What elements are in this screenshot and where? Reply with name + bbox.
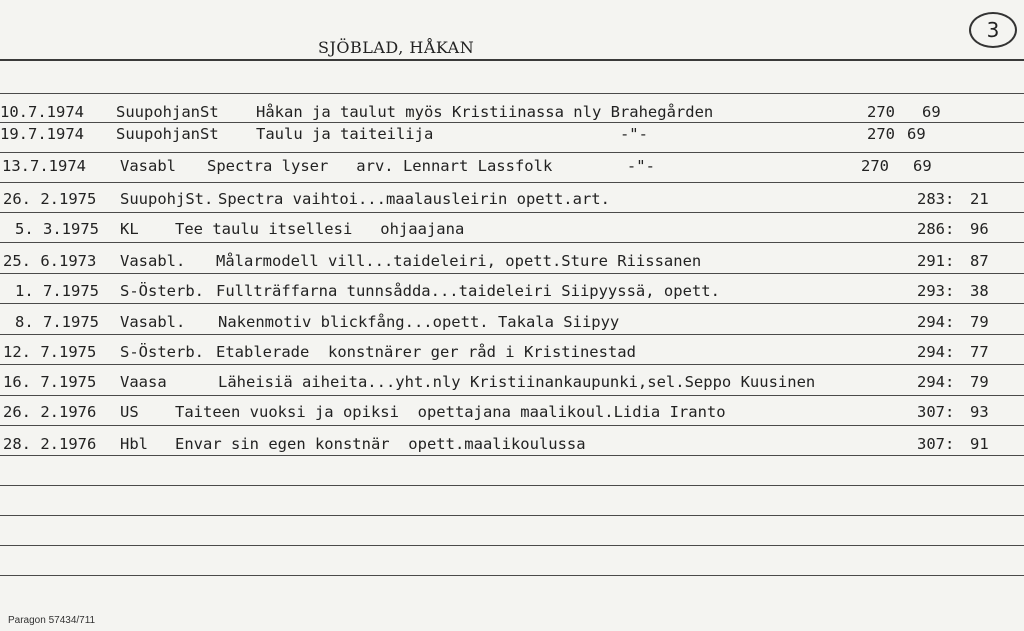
entry-date: 25. 6.1973 — [3, 252, 97, 270]
entry-page: 291: — [917, 252, 955, 270]
entry-date: 28. 2.1976 — [3, 435, 97, 453]
entry-source: Vasabl — [120, 157, 176, 175]
entry-column: 79 — [970, 373, 989, 391]
entry-date: 13.7.1974 — [2, 157, 86, 175]
entry-column: 69 — [922, 103, 941, 121]
entry-date: 8. 7.1975 — [15, 313, 99, 331]
entry-column: 96 — [970, 220, 989, 238]
entry-date: 10.7.1974 — [0, 103, 84, 121]
entry-page: 307: — [917, 435, 955, 453]
entry-column: 69 — [907, 125, 926, 143]
entry-row — [0, 252, 1024, 274]
entry-source: S-Österb. — [120, 343, 204, 361]
entry-date: 1. 7.1975 — [15, 282, 99, 300]
entry-column: 38 — [970, 282, 989, 300]
entry-page: 286: — [917, 220, 955, 238]
page-number-circle: 3 — [969, 12, 1017, 48]
entry-date: 19.7.1974 — [0, 125, 84, 143]
entry-source: SuupohjanSt — [116, 103, 219, 121]
entry-text: Målarmodell vill...taideleiri, opett.Sture Riissanen — [216, 252, 702, 270]
ruled-line — [0, 515, 1024, 516]
entry-date: 16. 7.1975 — [3, 373, 97, 391]
entry-source: Vaasa — [120, 373, 167, 391]
entry-source: S-Österb. — [120, 282, 204, 300]
entry-source: Vasabl. — [120, 313, 186, 331]
entry-page: 283: — [917, 190, 955, 208]
entry-row — [0, 125, 1024, 147]
ruled-line — [0, 485, 1024, 486]
entry-row — [0, 103, 1024, 125]
title-rule — [0, 59, 1024, 61]
ruled-line — [0, 395, 1024, 396]
entry-source: US — [120, 403, 139, 421]
entry-date: 5. 3.1975 — [15, 220, 99, 238]
ruled-line — [0, 93, 1024, 94]
entry-column: 93 — [970, 403, 989, 421]
entry-text: Envar sin egen konstnär opett.maalikoulussa — [175, 435, 586, 453]
entry-text: Tee taulu itsellesi ohjaajana — [175, 220, 465, 238]
entry-source: Vasabl. — [120, 252, 186, 270]
entry-source: Hbl — [120, 435, 148, 453]
entry-text: Taiteen vuoksi ja opiksi opettajana maalikoul.Lidia Iranto — [175, 403, 726, 421]
ruled-line — [0, 425, 1024, 426]
entry-row — [0, 373, 1024, 395]
entry-source: KL — [120, 220, 139, 238]
entry-text: Spectra lyser arv. Lennart Lassfolk -"- — [207, 157, 655, 175]
entry-row — [0, 190, 1024, 212]
entry-text: Etablerade konstnärer ger råd i Kristinestad — [216, 343, 636, 361]
entry-text: Fullträffarna tunnsådda...taideleiri Siipyyssä, opett. — [216, 282, 720, 300]
entry-text: Spectra vaihtoi...maalausleirin opett.art. — [218, 190, 610, 208]
card-footer: Paragon 57434/711 — [8, 615, 96, 626]
entry-column: 69 — [913, 157, 932, 175]
entry-column: 91 — [970, 435, 989, 453]
ruled-line — [0, 212, 1024, 213]
card-title: SJÖBLAD, HÅKAN — [318, 38, 475, 57]
entry-page: 294: — [917, 313, 955, 331]
entry-page: 270 — [867, 125, 895, 143]
ruled-line — [0, 152, 1024, 153]
entry-date: 26. 2.1975 — [3, 190, 97, 208]
entry-text: Taulu ja taiteilija -"- — [256, 125, 648, 143]
entry-row — [0, 343, 1024, 365]
entry-source: SuupohjSt. — [120, 190, 214, 208]
entry-date: 12. 7.1975 — [3, 343, 97, 361]
entry-column: 79 — [970, 313, 989, 331]
entry-column: 77 — [970, 343, 989, 361]
entry-page: 270 — [861, 157, 889, 175]
entry-page: 294: — [917, 373, 955, 391]
ruled-line — [0, 242, 1024, 243]
entry-page: 294: — [917, 343, 955, 361]
entry-page: 270 — [867, 103, 895, 121]
entry-row — [0, 403, 1024, 425]
ruled-line — [0, 545, 1024, 546]
entry-text: Nakenmotiv blickfång...opett. Takala Siipyy — [218, 313, 620, 331]
entry-page: 307: — [917, 403, 955, 421]
ruled-line — [0, 575, 1024, 576]
entry-row — [0, 157, 1024, 179]
entry-column: 21 — [970, 190, 989, 208]
entry-text: Håkan ja taulut myös Kristiinassa nly Brahegården — [256, 103, 714, 121]
entry-source: SuupohjanSt — [116, 125, 219, 143]
entry-row — [0, 313, 1024, 335]
entry-page: 293: — [917, 282, 955, 300]
entry-row — [0, 282, 1024, 304]
entry-text: Läheisiä aiheita...yht.nly Kristiinankaupunki,sel.Seppo Kuusinen — [218, 373, 816, 391]
entry-row — [0, 220, 1024, 242]
entry-date: 26. 2.1976 — [3, 403, 97, 421]
ruled-line — [0, 182, 1024, 183]
entry-row — [0, 435, 1024, 457]
entry-column: 87 — [970, 252, 989, 270]
